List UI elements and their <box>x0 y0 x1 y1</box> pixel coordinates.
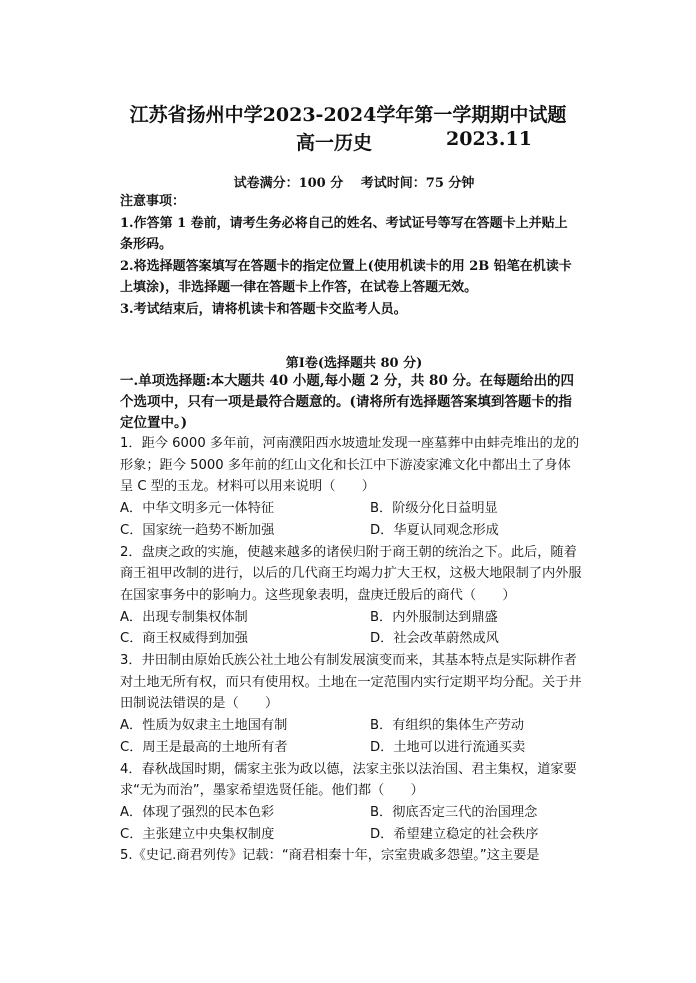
question-list <box>120 433 582 867</box>
exam-info: 试卷满分：100 分 考试时间：75 分钟 <box>233 176 475 191</box>
exam-date: 2023.11 <box>446 128 532 150</box>
option-c: C．国家统一趋势不断加强 <box>120 522 275 538</box>
option-c: C．商王权威得到加强 <box>120 631 248 647</box>
option-d: D．华夏认同观念形成 <box>370 522 499 538</box>
question-stem: 1．距今 6000 多年前，河南濮阳西水坡遗址发现一座墓葬中由蚌壳堆出的龙的形象；距今 5000 多年前的红山文化和长江中下游凌家滩文化中都出土了身体呈 C 型的玉龙。材料可以用来说明（ ） <box>120 436 580 495</box>
option-d: D．希望建立稳定的社会秩序 <box>370 826 539 842</box>
option-a: A．出现专制集权体制 <box>120 609 248 625</box>
notice-heading: 注意事项： <box>120 194 186 209</box>
option-c: C．周王是最高的土地所有者 <box>120 739 288 755</box>
option-d: D．社会改革蔚然成风 <box>370 631 499 647</box>
question-stem: 2．盘庚之政的实施，使越来越多的诸侯归附于商王朝的统治之下。此后，随着商王祖甲改制的进行，以后的几代商王均竭力扩大王权，这极大地限制了内外服在国家事务中的影响力。这些现象表明，盘庚迁殷后的商代（ ） <box>120 544 582 603</box>
option-grid <box>120 802 582 845</box>
notice-item: 3.考试结束后，请将机读卡和答题卡交监考人员。 <box>120 301 407 317</box>
question-stem: 3．井田制由原始氏族公社土地公有制发展演变而来，其基本特点是实际耕作者对土地无所有权，而只有使用权。土地在一定范围内实行定期平均分配。关于井田制说法错误的是（ ） <box>120 653 582 712</box>
option-grid <box>120 607 582 650</box>
option-a: A．中华文明多元一体特征 <box>120 501 275 517</box>
question-3 <box>120 650 582 759</box>
notice-block <box>120 191 580 320</box>
option-grid <box>120 715 582 758</box>
option-b: B．阶级分化日益明显 <box>370 501 498 517</box>
option-c: C．主张建立中央集权制度 <box>120 826 275 842</box>
question-1 <box>120 433 582 542</box>
exam-title: 江苏省扬州中学2023-2024学年第一学期期中试题 <box>129 104 567 126</box>
notice-item: 1.作答第 1 卷前，请考生务必将自己的姓名、考试证号等写在答题卡上并贴上条形码。 <box>120 215 568 252</box>
option-b: B．彻底否定三代的治国理念 <box>370 804 538 820</box>
section-title: 第Ⅰ卷(选择题共 80 分) <box>285 356 423 371</box>
option-b: B．内外服制达到鼎盛 <box>370 609 498 625</box>
exam-subject: 高一历史 <box>296 132 373 154</box>
option-d: D．土地可以进行流通买卖 <box>370 739 526 755</box>
option-a: A．性质为奴隶主土地国有制 <box>120 718 288 734</box>
question-5 <box>120 845 582 867</box>
question-stem: 4．春秋战国时期，儒家主张为政以德，法家主张以法治国、君主集权，道家要求“无为而治”，墨家希望选贤任能。他们都（ ） <box>120 761 577 799</box>
section-intro: 一.单项选择题:本大题共 40 小题,每小题 2 分，共 80 分。在每题给出的四个选项中，只有一项是最符合题意的。(请将所有选择题答案填到答题卡的指定位置中。) <box>120 373 575 431</box>
question-4 <box>120 759 582 846</box>
option-a: A．体现了强烈的民本色彩 <box>120 804 275 820</box>
notice-item: 2.将选择题答案填写在答题卡的指定位置上(使用机读卡的用 2B 铅笔在机读卡上填涂)，非选择题一律在答题卡上作答，在试卷上答题无效。 <box>120 258 572 295</box>
question-stem: 5.《史记.商君列传》记载：“商君相秦十年，宗室贵戚多怨望。”这主要是 <box>120 848 540 864</box>
option-b: B．有组织的集体生产劳动 <box>370 718 525 734</box>
question-2 <box>120 542 582 651</box>
option-grid <box>120 498 582 541</box>
